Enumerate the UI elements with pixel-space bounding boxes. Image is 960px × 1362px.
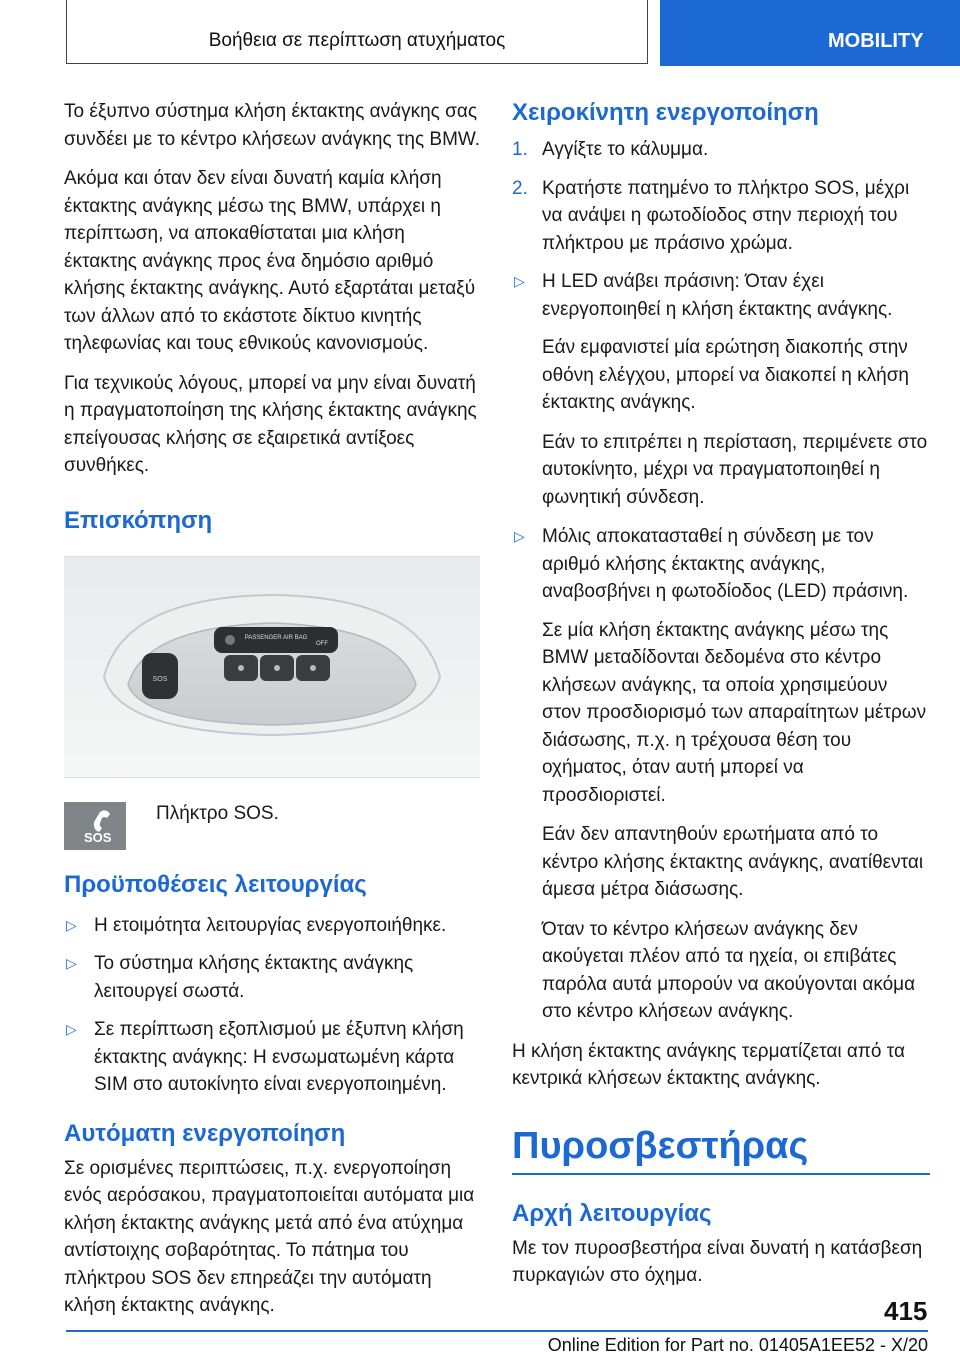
list-item: 1. Αγγίξτε το κάλυμμα. [512, 139, 709, 160]
triangle-bullet-icon: ▷ [66, 916, 77, 933]
result-list [512, 523, 930, 606]
right-column [512, 98, 930, 1302]
list-item: ▷ Η ετοιμότητα λειτουργίας ενεργοποιήθηκε. [64, 912, 482, 940]
fire-extinguisher-section-rule [512, 1123, 930, 1175]
passenger-airbag-label: PASSENGER AIR BAG [244, 634, 308, 641]
preconditions-list [64, 912, 482, 1099]
overview-heading: Επισκόπηση [64, 506, 213, 534]
intro-paragraph: Το έξυπνο σύστημα κλήση έκτακτης ανάγκης σας συνδέει με το κέντρο κλήσεων ανάγκης της BMW. [64, 101, 481, 150]
preconditions-heading: Προϋποθέσεις λειτουργίας [64, 870, 367, 898]
auto-activation-text: Σε ορισμένες περιπτώσεις, π.χ. ενεργοποίηση ενός αερόσακου, πραγματοποιείται αυτόματα μια κλήση έκτακτης ανάγκης μετά από ένα ατύχημα αντίστοιχης σοβαρότητας. Το πάτημα του πλήκτρου SOS δεν επηρεάζει την αυτόματη κλήση έκτακτης ανάγκης. [64, 1157, 475, 1316]
manual-steps [512, 136, 930, 257]
list-item: 2. Κρατήστε πατημένο το πλήκτρο SOS, μέχρι να ανάψει η φωτοδίοδος στην περιοχή του πλήκτρου με πράσινο χρώμα. [512, 177, 910, 254]
sub-paragraph: Εάν εμφανιστεί μία ερώτηση διακοπής στην οθόνη ελέγχου, μπορεί να διακοπεί η κλήση έκτακτης ανάγκης. [542, 337, 909, 413]
chapter-tab: MOBILITY [660, 0, 960, 66]
sub-paragraph: Εάν το επιτρέπει η περίσταση, περιμένετε στο αυτοκίνητο, μέχρι να πραγματοποιηθεί η φωνητική σύνδεση. [542, 431, 928, 508]
call-end-text: Η κλήση έκτακτης ανάγκης τερματίζεται από τα κεντρικά κλήσεων έκτακτης ανάγκης. [512, 1040, 905, 1089]
sub-paragraph: Εάν δεν απαντηθούν ερωτήματα από το κέντρο κλήσης έκτακτης ανάγκης, ανατίθενται άμεσα μέτρα διάσωσης. [542, 824, 924, 900]
auto-activation-heading: Αυτόματη ενεργοποίηση [64, 1119, 346, 1147]
sos-icon-text: SOS [84, 829, 112, 845]
manual-activation-heading: Χειροκίνητη ενεργοποίηση [512, 99, 819, 126]
sos-console-photo [64, 556, 480, 778]
sub-paragraph: Όταν το κέντρο κλήσεων ανάγκης δεν ακούγεται πλέον από τα ηχεία, οι επιβάτες παρόλα αυτά μπορούν να ακούγονται ακόμα στο κέντρο κλήσεων ανάγκης. [542, 918, 916, 1022]
principle-text: Με τον πυροσβεστήρα είναι δυνατή η κατάσβεση πυρκαγιών στο όχημα. [512, 1237, 923, 1286]
triangle-bullet-icon: ▷ [514, 528, 525, 544]
intro-paragraph: Ακόμα και όταν δεν είναι δυνατή καμία κλήση έκτακτης ανάγκης μέσω της BMW, υπάρχει η περίπτωση, να αποκαθίσταται μια κλήση έκτακτης ανάγκης προς ένα δημόσιο αριθμό κλήσης έκτακτης ανάγκης. Αυτό εξαρτάται μεταξύ των άλλων από το εκάστοτε δίκτυο κινητής τηλεφωνίας και τους εθνικούς κανονισμούς. [64, 168, 476, 354]
sos-key-icon [64, 802, 126, 850]
left-column [64, 98, 482, 1332]
result-list [512, 268, 930, 323]
list-item: ▷ Μόλις αποκατασταθεί η σύνδεση με τον αριθμό κλήσης έκτακτης ανάγκης, αναβοσβήνει η φωτοδίοδος (LED) πράσινη. [512, 523, 930, 606]
principle-heading: Αρχή λειτουργίας [512, 1199, 712, 1227]
section-title: Βοήθεια σε περίπτωση ατυχήματος [66, 0, 648, 64]
list-item: ▷ Το σύστημα κλήσης έκτακτης ανάγκης λειτουργεί σωστά. [64, 950, 482, 1005]
sos-button-label: SOS [152, 675, 168, 683]
sub-paragraph: Σε μία κλήση έκτακτης ανάγκης μέσω της BMW μεταδίδονται δεδομένα στο κέντρο κλήσεων ανάγκης, τα οποία χρησιμεύουν στον προσδιορισμό των απαραίτητων μέτρων διάσωσης, π.χ. η τρέχουσα θέση του οχήματος, όταν αυτή μπορεί να προσδιοριστεί. [542, 619, 927, 806]
footer-rule [66, 1330, 928, 1332]
image-legend [64, 800, 482, 866]
intro-paragraph: Για τεχνικούς λόγους, μπορεί να μην είναι δυνατή η πραγματοποίηση της κλήσης έκτακτης ανάγκης επείγουσας κλήσης σε εξαιρετικά αντίξοες συνθήκες. [64, 372, 477, 476]
triangle-bullet-icon: ▷ [66, 1021, 77, 1037]
airbag-off-label: OFF [316, 640, 328, 647]
list-item: ▷ Σε περίπτωση εξοπλισμού με έξυπνη κλήση έκτακτης ανάγκης: Η ενσωματωμένη κάρτα SIM στο αυτοκίνητο είναι ενεργοποιημένη. [64, 1016, 482, 1099]
triangle-bullet-icon: ▷ [66, 955, 77, 971]
image-caption: Πλήκτρο SOS. [156, 802, 279, 824]
page-header [0, 0, 960, 66]
triangle-bullet-icon: ▷ [514, 273, 525, 289]
edition-info: Online Edition for Part no. 01405A1EE52 - X/20 [547, 1335, 928, 1355]
list-item: ▷ Η LED ανάβει πράσινη: Όταν έχει ενεργοποιηθεί η κλήση έκτακτης ανάγκης. [512, 268, 930, 323]
page-number: 415 [884, 1296, 928, 1326]
fire-extinguisher-heading: Πυροσβεστήρας [512, 1124, 809, 1167]
